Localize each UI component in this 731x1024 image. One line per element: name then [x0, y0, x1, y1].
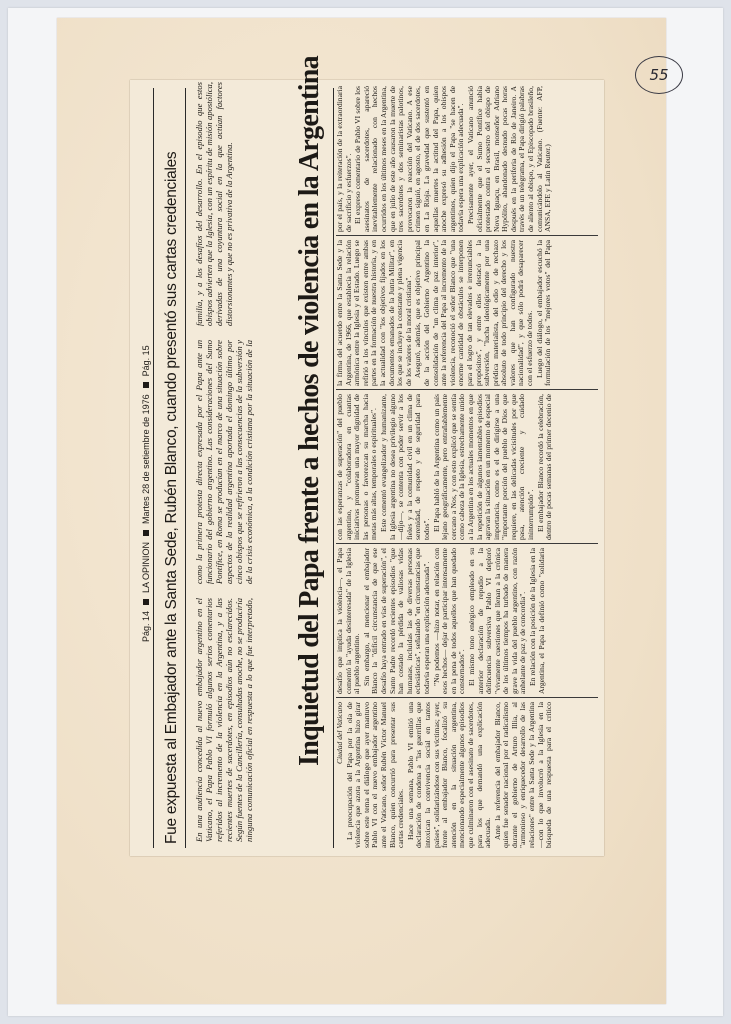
article-paragraph: Aseguró, además, que es objetivo principal de la acción del Gobierno Argentino la consolidación de "un clima de paz interior", ante la referencia del Papa al incremento de la violencia, reconoció el señor Blanco que "una enorme cantidad de obstáculos se interponen para el logro de tan elevados e irrenunciables propósitos", y entre ellos destacó a la subversión, "lucha ideológicamente por una prédica materialista, del odio y de rechazo absoluto de todo principio del derecho y los valores que han configurado nuestra nacionalidad", y que sólo podrá desaparecer con el esfuerzo de todos. — [413, 240, 535, 386]
article-paragraph: Precisamente ayer, el Vaticano anunció oficialmente que el Sumo Pontífice había protestado contra el secuestro del obispo de Nova Iguaçu, en Brasil, monseñor Adriano Hypólito, abandonado desnudo pocas horas después en la periferia de Río de Janeiro. A través de un telegrama, el Papa dirigió palabras de aliento al obispo, y el Episcopado brasileño, comunicándolo al Vaticano. (Fuente: AFP, ANSA, EFE y Latin Reuter.) — [465, 86, 553, 232]
newspaper-clipping — [130, 56, 604, 856]
article-paragraph: Este comentó evangelizador y humanizante, la Iglesia argentina no desea privilegio alguno —dijo—, se contenta con poder servir a los fieles y a la comunidad civil en un clima de serenidad, de respeto y de seguridad para todos". — [378, 394, 431, 540]
article-paragraph: Hace una semana, Pablo VI emitió una declaración de condena a "las guerrillas que intoxican la convivencia social en tantos países", solidarizándose con sus víctimas; ayer, frente al embajador Blanco, focalizó su atención en la situación argentina, mencionando especialmente algunos episodios que culminaron con el asesinato de sacerdotes, para los que demandó una explicación adecuada. — [405, 702, 493, 848]
article-paragraph: El Papa habló de la Argentina como un país lejano geográficamente, pero entrañablemente cercano a Nos, y con esto explicó que se sentía como cabeza de la Iglesia, estrechamente unido a la Argentina en los actuales momentos en que la repetición de algunos lamentables episodios agravan la situación en un momento de especial importancia, como es el de dirigirse a una "importante porción del pueblo de Dios que requiere, en las delicadas vicisitudes por que pasa, atención creciente y cuidado ininterrumpido". — [431, 394, 536, 540]
newspaper-name: LA OPINION — [140, 541, 151, 593]
page-label: Pág. 14 — [140, 610, 151, 642]
article-paragraph: El embajador Blanco recordó la celebración, dentro de pocas semanas del primer decenio de la firma del acuerdo entre la Santa Sede y la Argentina, de 1966, que establecía la relación armónica entre la Iglesia y el Estado. Luego se refirió a los vínculos que existen entre ambas partes en la formación de nuestra historia, y en la actualidad con "los objetivos fijados en los documentos emanados de la Junta Militar", en los que se incluye la constante y plena vigencia de los valores de la moral cristiana". — [335, 240, 554, 540]
article-kicker: Fue expuesta al Embajador ante la Santa Sede, Rubén Blanco, cuando presentó sus cartas credenciales — [158, 88, 186, 848]
article-paragraph: La preocupación del Papa por la ola de violencia que azota a la Argentina hizo girar sobre este tema el diálogo que ayer mantuvo Pablo VI con el nuevo embajador argentino ante el Vaticano, señor Rubén Víctor Manuel Blanco, quien concurrió para presentar sus cartas credenciales. — [344, 702, 406, 848]
article-paragraph: Ante la referencia del embajador Blanco, quien fue senador nacional por el radicalismo durante el gobierno de Arturo Illia, al "armonioso y enriquecedor desarrollo de las relaciones" entre la Santa Sede y la Argentina —con lo que involucró a la Iglesia en la búsqueda de una respuesta para el crítico desafío que implica la violencia—, el Papa comentó la "ayuda desinteresada" de la Iglesia al pueblo argentino. — [335, 548, 554, 848]
article-dateline: Ciudad del Vaticano — [335, 702, 344, 765]
article-body — [336, 86, 598, 848]
article-paragraph: El mismo tono enérgico empleado en su anterior declaración de repudio a la delincuencia subversiva Pablo VI deploró "vivamente cuestiones que llenan a la crónica de los últimos tiempos ha turbado de manera grave la vida del pueblo argentino, con razón anhelante de paz y de concordia". — [466, 548, 528, 694]
publication-date: Martes 28 de setiembre de 1976 — [140, 394, 151, 524]
pencil-page-number: 55 — [635, 56, 683, 94]
article-paragraph: En relación con la posición de la Iglesia en la Argentina, el Papa la definió como "solidaria con las esperanzas de superación" del pueblo argentino, y "colaboradora en cuantas iniciativas promuevan una mayor dignidad de las personas o favorezcan su marcha hacia metas más altas, temporales o espirituales". — [335, 394, 546, 694]
article-lead: En una audiencia concedida al nuevo embajador argentino en el Vaticano, el Papa Pablo VI formuló algunos serios comentarios referidos al incremento de la violencia en la Argentina, y a las recientes muertes de sacerdotes, en episodios aún no esclarecidos. Según fuentes de la Cancillería, consultadas anoche, no se produciría ninguna comunicación oficial en respuesta a lo que fue interpretado, como la primera protesta directa expresada por el Papa ante un funcionario del gobierno argentino. Las consideraciones del Sumo Pontífice, en Roma se producían en el marco de una situación sobre aspectos de la realidad argentina aportada el domingo último por cinco obispos que se refirieron a las consecuencias de la subversión y de la crisis económica, a la condición cristiana por la situación de la familia, y a los desafíos del desarrollo. En el episodio que estos obispos advierten que la Iglesia, con un espíritu de misión apostólica, derivadas de una coyuntura social en la que actúan factores distorsionantes y que no es privativa de la Argentina. — [194, 82, 254, 842]
clipping-rotated-content — [130, 56, 604, 856]
headline-divider — [333, 88, 334, 848]
square-bullet-icon — [143, 599, 149, 605]
article-paragraph: Luego del diálogo, el embajador escuchó la formulación de los "mejores votos" del Papa por el país, y la reiteración de la extraordinaria de sacrificio y esfuerzos". — [335, 86, 553, 386]
article-paragraph: "No podemos —hizo notar, en relación con esos hechos— dejar de participar intensamente en la pena de todos aquellos que han quedado consternados". — [431, 548, 467, 694]
article-paragraph: Sin embargo, al mencionar el embajador Blanco la "difícil circunstancia de que ese desafío haya entrado en vías de superación", el Santo Padre recordó recientes episodios "que han costado la pérdida de valiosas vidas humanas, incluidas las de diversas personas eclesiásticas", señalando "en circunstancias que todavía esperan una explicación adecuada". — [361, 548, 431, 694]
square-bullet-icon — [143, 530, 149, 536]
article-headline: Inquietud del Papa frente a hechos de violencia en la Argentina — [294, 56, 325, 766]
newspaper-meta-line — [138, 88, 154, 848]
square-bullet-icon — [143, 382, 149, 388]
article-paragraph: El expreso comentario de Pablo VI sobre los asesinatos de sacerdotes, apareció inevitablemente relacionado con hechos ocurridos en los últimos meses en la Argentina, que en julio de este año causaron la muerte de tres sacerdotes y dos seminaristas palotinos, provocaron la reacción del Vaticano. A ese crimen siguió, en agosto, el de dos sacerdotes, en La Rioja. La gravedad que sustentó en aquellas muertes la actitud del Papa, quien anoche expresó su adhesión a los obispos argentinos, quien dijo el Papa "se hacen de todavía espera una explicación adecuada". — [353, 86, 466, 232]
page-reference: Pág. 15 — [140, 345, 151, 377]
